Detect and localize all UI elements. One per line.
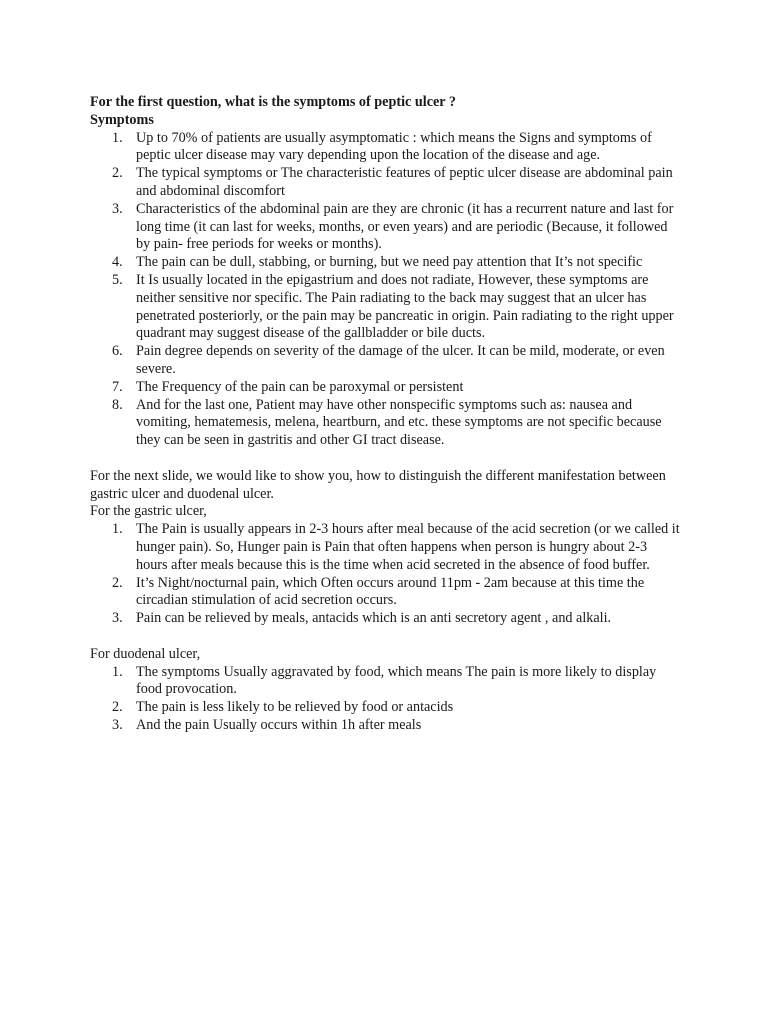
list-text: The typical symptoms or The characteristic features of peptic ulcer disease are abdominal pain and abdominal discomfort bbox=[136, 165, 673, 199]
list-item bbox=[90, 343, 680, 379]
list-item bbox=[90, 610, 680, 628]
list-number: 3. bbox=[112, 716, 123, 733]
list-number: 3. bbox=[112, 200, 123, 217]
list-text: The Pain is usually appears in 2-3 hours after meal because of the acid secretion (or we called it hunger pain). So, Hunger pain is Pain that often happens when person is hungry about 2-3 hours after meals because this is the time when acid secreted in the absence of food buffer. bbox=[136, 521, 680, 573]
paragraph-spacer bbox=[90, 450, 680, 468]
list-item bbox=[90, 717, 680, 735]
list-text: Pain degree depends on severity of the damage of the ulcer. It can be mild, moderate, or even severe. bbox=[136, 343, 665, 377]
duodenal-ulcer-list bbox=[90, 664, 680, 735]
duodenal-ulcer-heading: For duodenal ulcer, bbox=[90, 645, 201, 662]
list-text: It Is usually located in the epigastrium and does not radiate, However, these symptoms are neither sensitive nor specific. The Pain radiating to the back may suggest that an ulcer has penetrated posteriorly, or the pain may be pancreatic in origin. Pain radiating to the right upper quadrant may suggest disease of the gallbladder or bile ducts. bbox=[136, 271, 674, 342]
list-text: Pain can be relieved by meals, antacids which is an anti secretory agent , and alkali. bbox=[136, 610, 612, 627]
gastric-ulcer-list bbox=[90, 521, 680, 628]
list-text: Up to 70% of patients are usually asymptomatic : which means the Signs and symptoms of peptic ulcer disease may vary depending upon the location of the disease and age. bbox=[136, 129, 652, 164]
next-slide-intro: For the next slide, we would like to show you, how to distinguish the different manifestation between gastric ulcer and duodenal ulcer. bbox=[90, 467, 666, 502]
list-text: The pain is less likely to be relieved by food or antacids bbox=[136, 699, 454, 716]
question-heading: For the first question, what is the symptoms of peptic ulcer ? bbox=[90, 94, 456, 110]
list-number: 8. bbox=[112, 396, 123, 413]
list-item bbox=[90, 699, 680, 717]
list-item bbox=[90, 130, 680, 166]
list-item bbox=[90, 664, 680, 700]
list-number: 2. bbox=[112, 574, 123, 591]
list-item bbox=[90, 201, 680, 254]
list-number: 1. bbox=[112, 663, 123, 680]
paragraph-spacer bbox=[90, 628, 680, 646]
list-item bbox=[90, 575, 680, 611]
list-number: 2. bbox=[112, 699, 123, 716]
list-text: The Frequency of the pain can be paroxymal or persistent bbox=[136, 378, 464, 395]
list-number: 2. bbox=[112, 165, 123, 182]
list-number: 3. bbox=[112, 610, 123, 627]
list-number: 5. bbox=[112, 271, 123, 288]
list-text: It’s Night/nocturnal pain, which Often occurs around 11pm - 2am because at this time the circadian stimulation of acid secretion occurs. bbox=[136, 574, 645, 609]
list-item bbox=[90, 272, 680, 343]
list-text: And the pain Usually occurs within 1h after meals bbox=[136, 716, 422, 733]
list-number: 1. bbox=[112, 521, 123, 538]
list-number: 1. bbox=[112, 129, 123, 146]
list-text: The pain can be dull, stabbing, or burning, but we need pay attention that It’s not specific bbox=[136, 254, 643, 271]
list-number: 4. bbox=[112, 254, 123, 271]
symptoms-heading: Symptoms bbox=[90, 111, 154, 128]
list-text: Characteristics of the abdominal pain are they are chronic (it has a recurrent nature and last for long time (it can last for weeks, months, or even years) and are periodic (Because, it followed by pain- free periods for weeks or months). bbox=[136, 200, 674, 253]
list-item bbox=[90, 521, 680, 574]
gastric-ulcer-heading: For the gastric ulcer, bbox=[90, 503, 207, 520]
list-item bbox=[90, 379, 680, 397]
list-item bbox=[90, 397, 680, 450]
list-item bbox=[90, 165, 680, 201]
list-text: And for the last one, Patient may have other nonspecific symptoms such as: nausea and vomiting, hematemesis, melena, heartburn, and etc. these symptoms are not specific because they can be seen in gastritis and other GI tract disease. bbox=[136, 396, 662, 449]
list-number: 7. bbox=[112, 378, 123, 395]
document-body bbox=[90, 94, 680, 735]
list-number: 6. bbox=[112, 343, 123, 360]
list-item bbox=[90, 254, 680, 272]
list-text: The symptoms Usually aggravated by food, which means The pain is more likely to display food provocation. bbox=[136, 663, 657, 698]
symptoms-list bbox=[90, 130, 680, 450]
